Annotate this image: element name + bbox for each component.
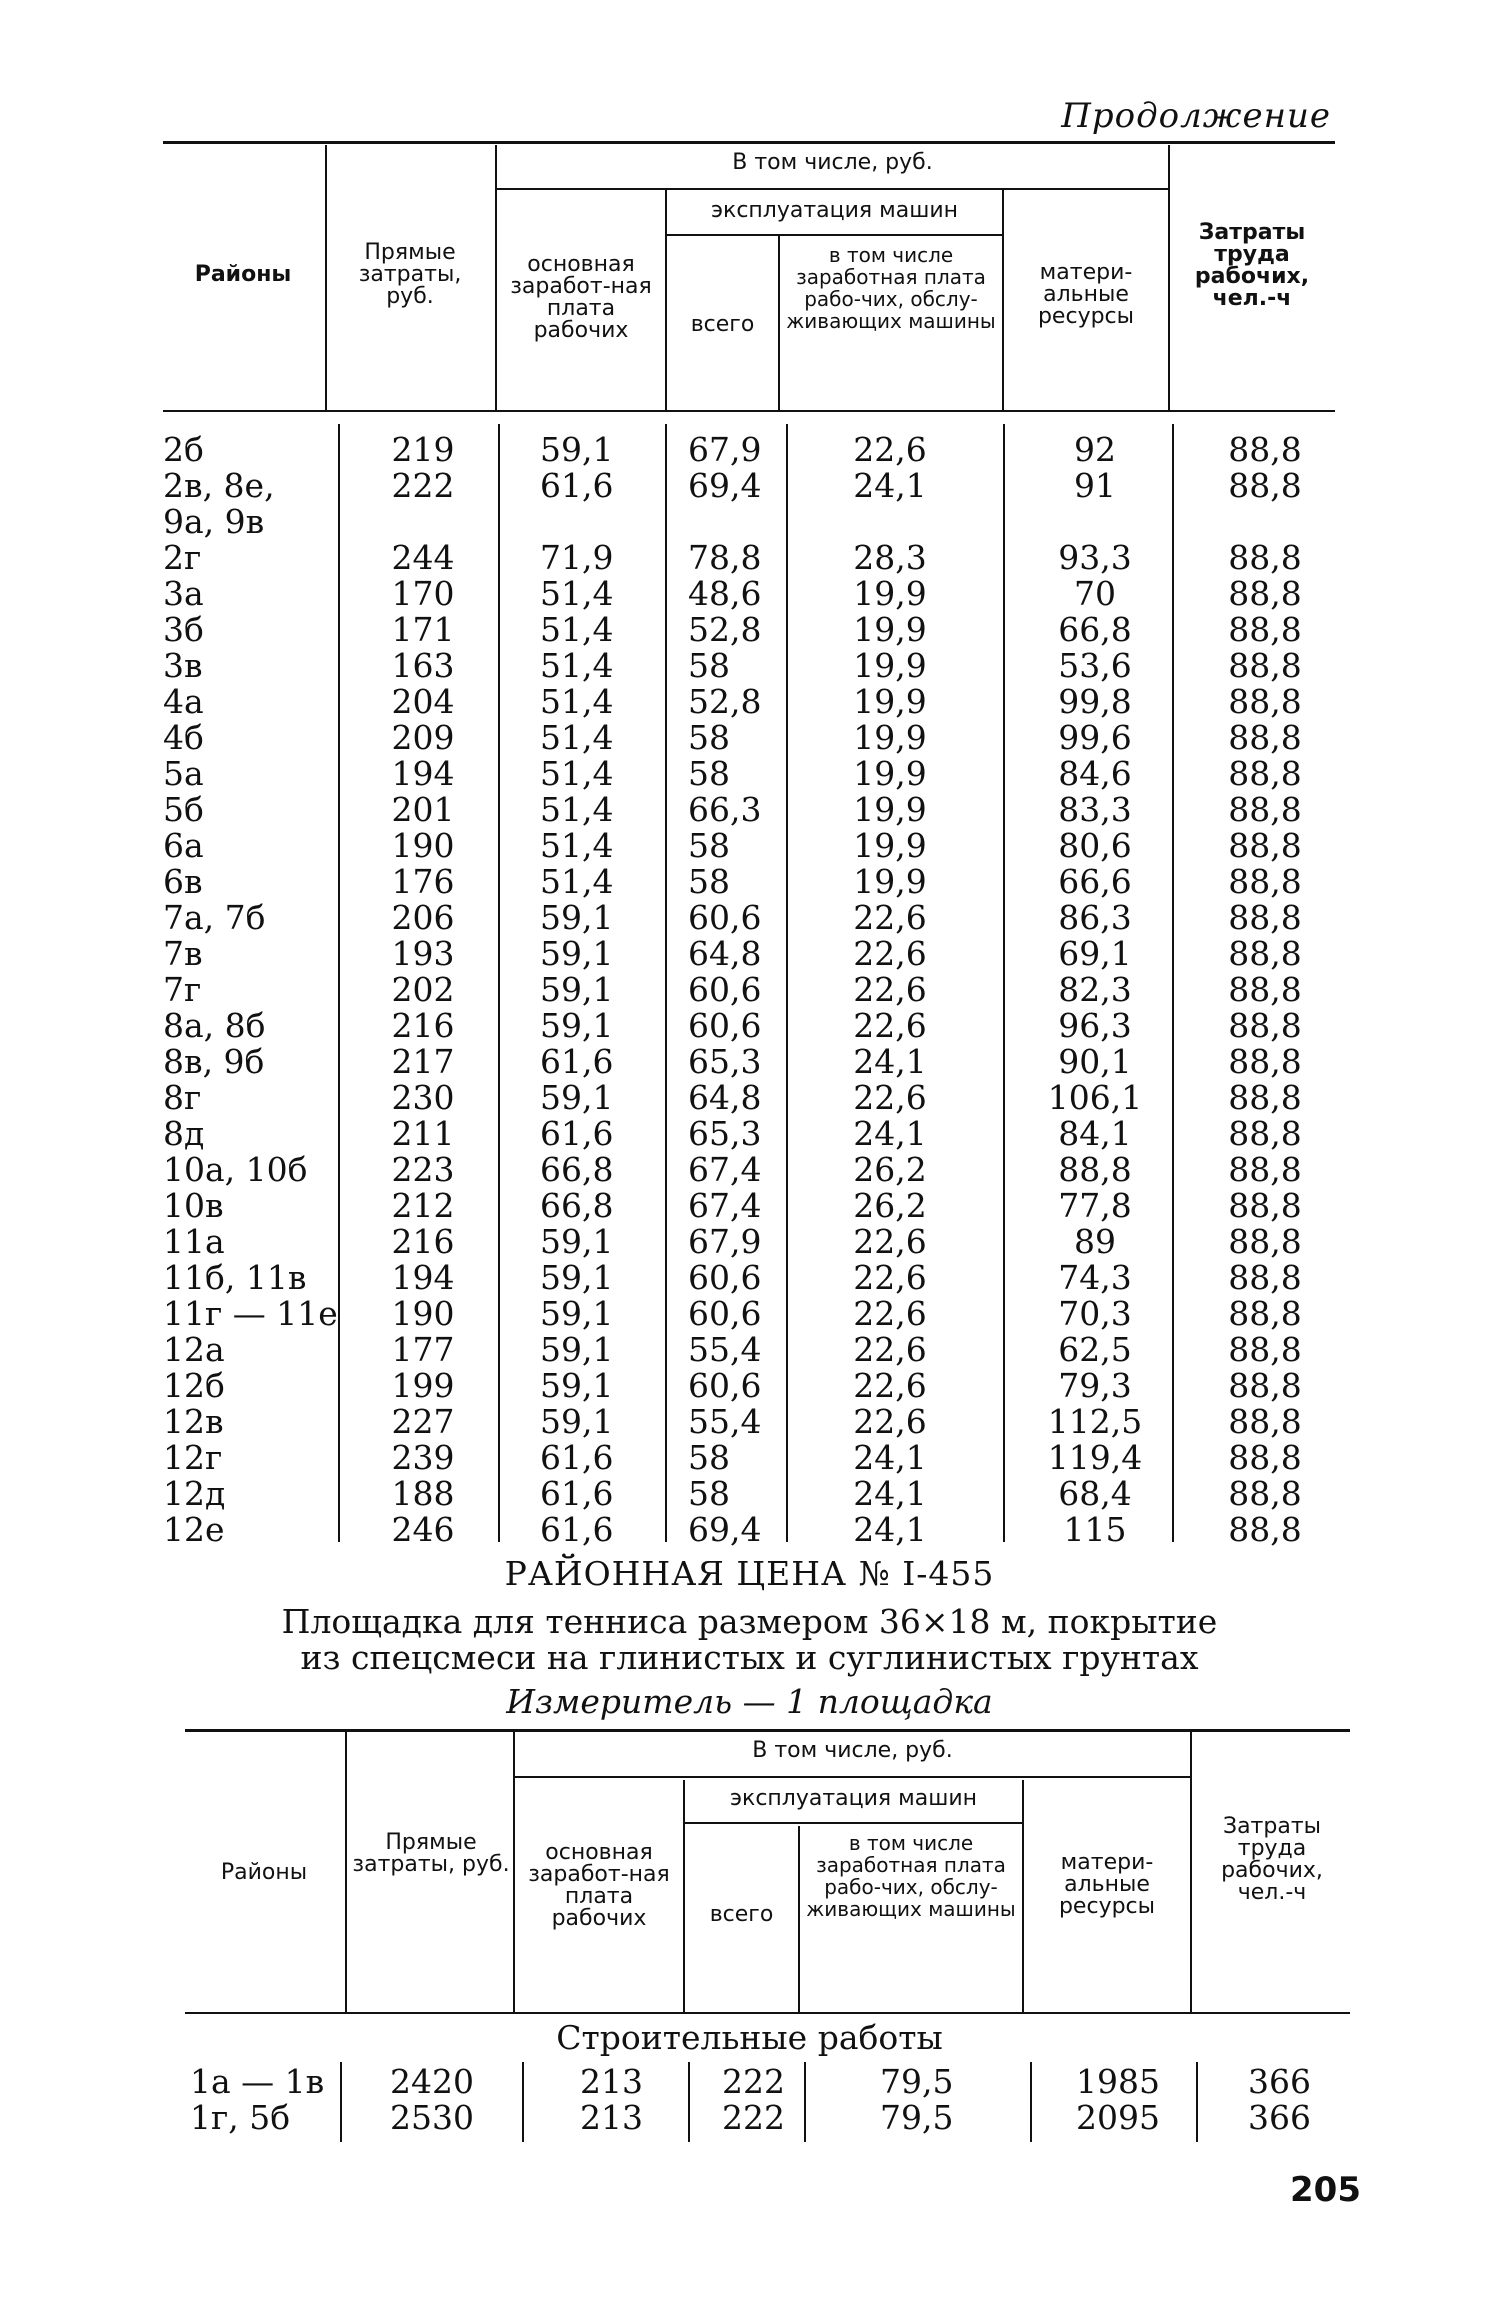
cell-vsego: 65,3 — [688, 1114, 762, 1153]
table-row — [0, 504, 1499, 540]
cell-vsego: 58 — [688, 826, 730, 865]
cell-trud: 88,8 — [1228, 1510, 1302, 1549]
cell-rayon: 12д — [163, 1474, 226, 1513]
cell-rayon: 4б — [163, 718, 204, 757]
cell-rayon: 2в, 8е, — [163, 466, 275, 505]
cell-material: 69,1 — [1058, 934, 1132, 973]
cell-trud: 88,8 — [1228, 862, 1302, 901]
cell-pryamye: 188 — [391, 1474, 455, 1513]
table-row — [0, 432, 1499, 468]
table-row — [0, 1368, 1499, 1404]
table-row — [0, 648, 1499, 684]
cell-zp: 24,1 — [853, 1474, 927, 1513]
table-row — [0, 1188, 1499, 1224]
cell-pryamye: 244 — [391, 538, 455, 577]
price-desc-line1: Площадка для тенниса размером 36×18 м, покрытие — [281, 1602, 1218, 1641]
cell-material: 80,6 — [1058, 826, 1132, 865]
cell-pryamye: 223 — [391, 1150, 455, 1189]
cell-rayon: 7г — [163, 970, 202, 1009]
table-row — [0, 1404, 1499, 1440]
cell-trud: 88,8 — [1228, 1114, 1302, 1153]
cell-pryamye: 194 — [391, 754, 455, 793]
cell-rayon: 6в — [163, 862, 203, 901]
cell-zp: 22,6 — [853, 1330, 927, 1369]
cell-pryamye: 206 — [391, 898, 455, 937]
hdr-v-tom-chisle: В том числе, руб. — [732, 150, 933, 175]
cell-material: 92 — [1074, 430, 1116, 469]
cell-rayon: 8а, 8б — [163, 1006, 266, 1045]
cell-rayon: 5а — [163, 754, 204, 793]
cell-vsego: 69,4 — [688, 1510, 762, 1549]
cell-pryamye: 230 — [391, 1078, 455, 1117]
cell-pryamye: 211 — [391, 1114, 455, 1153]
cell-pryamye: 227 — [391, 1402, 455, 1441]
hdr2-osnovnaya: основная заработ-ная плата рабочих — [528, 1840, 670, 1931]
cell-material: 96,3 — [1058, 1006, 1132, 1045]
cell-vsego: 69,4 — [688, 466, 762, 505]
table-row — [0, 468, 1499, 504]
cell-pryamye: 2420 — [390, 2062, 474, 2101]
cell-zp: 22,6 — [853, 1006, 927, 1045]
continuation-label: Продолжение — [1061, 96, 1331, 136]
cell-material: 91 — [1074, 466, 1116, 505]
cell-rayon: 3б — [163, 610, 204, 649]
cell-osnovnaya: 51,4 — [540, 682, 614, 721]
cell-trud: 88,8 — [1228, 934, 1302, 973]
cell-trud: 366 — [1248, 2062, 1311, 2101]
cell-rayon: 12в — [163, 1402, 224, 1441]
cell-zp: 22,6 — [853, 1294, 927, 1333]
cell-zp: 24,1 — [853, 466, 927, 505]
table-row — [0, 540, 1499, 576]
cell-rayon: 12б — [163, 1366, 225, 1405]
hdr-osnovnaya: основная заработ-ная плата рабочих — [510, 252, 652, 343]
hdr2-pryamye: Прямые затраты, руб. — [352, 1830, 510, 1877]
table-row — [0, 1476, 1499, 1512]
cell-osnovnaya: 51,4 — [540, 646, 614, 685]
cell-material: 83,3 — [1058, 790, 1132, 829]
cell-zp: 19,9 — [853, 574, 927, 613]
cell-osnovnaya: 66,8 — [540, 1150, 614, 1189]
cell-osnovnaya: 61,6 — [540, 1042, 614, 1081]
cell-material: 89 — [1074, 1222, 1116, 1261]
cell-osnovnaya: 51,4 — [540, 718, 614, 757]
hdr-vsego: всего — [690, 312, 755, 337]
table-row — [0, 792, 1499, 828]
cell-pryamye: 216 — [391, 1006, 455, 1045]
cell-trud: 88,8 — [1228, 610, 1302, 649]
table-row — [0, 1152, 1499, 1188]
cell-osnovnaya: 51,4 — [540, 826, 614, 865]
cell-zp: 22,6 — [853, 1258, 927, 1297]
cell-pryamye: 222 — [391, 466, 455, 505]
cell-material: 70 — [1074, 574, 1116, 613]
cell-pryamye: 239 — [391, 1438, 455, 1477]
hdr-pryamye: Прямые затраты, руб. — [358, 240, 462, 309]
cell-rayon: 11г — 11е — [163, 1294, 338, 1333]
cell-vsego: 58 — [688, 718, 730, 757]
cell-pryamye: 202 — [391, 970, 455, 1009]
price-title: РАЙОННАЯ ЦЕНА № I-455 — [504, 1554, 995, 1593]
measure-unit: Измеритель — 1 площадка — [506, 1682, 993, 1721]
cell-pryamye: 177 — [391, 1330, 455, 1369]
table-row — [0, 936, 1499, 972]
cell-vsego: 222 — [722, 2098, 785, 2137]
cell-material: 66,8 — [1058, 610, 1132, 649]
cell-material: 90,1 — [1058, 1042, 1132, 1081]
cell-rayon: 8в, 9б — [163, 1042, 265, 1081]
cell-osnovnaya: 213 — [580, 2062, 643, 2101]
cell-material: 99,8 — [1058, 682, 1132, 721]
cell-pryamye: 176 — [391, 862, 455, 901]
cell-osnovnaya: 66,8 — [540, 1186, 614, 1225]
cell-trud: 88,8 — [1228, 1078, 1302, 1117]
cell-osnovnaya: 61,6 — [540, 466, 614, 505]
cell-zp: 79,5 — [880, 2062, 954, 2101]
cell-vsego: 58 — [688, 754, 730, 793]
cell-vsego: 64,8 — [688, 934, 762, 973]
cell-trud: 88,8 — [1228, 538, 1302, 577]
cell-vsego: 65,3 — [688, 1042, 762, 1081]
cell-zp: 24,1 — [853, 1438, 927, 1477]
cell-osnovnaya: 59,1 — [540, 1078, 614, 1117]
cell-zp: 19,9 — [853, 718, 927, 757]
cell-zp: 22,6 — [853, 970, 927, 1009]
cell-rayon: 11а — [163, 1222, 225, 1261]
cell-material: 62,5 — [1058, 1330, 1132, 1369]
cell-material: 2095 — [1076, 2098, 1160, 2137]
cell-pryamye: 219 — [391, 430, 455, 469]
table-row — [0, 720, 1499, 756]
cell-rayon: 12е — [163, 1510, 225, 1549]
cell-rayon: 1г, 5б — [190, 2098, 291, 2137]
cell-vsego: 58 — [688, 1438, 730, 1477]
cell-trud: 88,8 — [1228, 1366, 1302, 1405]
cell-vsego: 55,4 — [688, 1402, 762, 1441]
cell-zp: 19,9 — [853, 646, 927, 685]
page-number: 205 — [1290, 2170, 1361, 2210]
table-row — [0, 1260, 1499, 1296]
cell-rayon: 12г — [163, 1438, 223, 1477]
cell-trud: 88,8 — [1228, 1258, 1302, 1297]
cell-rayon: 6а — [163, 826, 204, 865]
cell-trud: 88,8 — [1228, 754, 1302, 793]
cell-osnovnaya: 59,1 — [540, 898, 614, 937]
cell-pryamye: 204 — [391, 682, 455, 721]
cell-rayon: 12а — [163, 1330, 225, 1369]
table-row — [0, 756, 1499, 792]
cell-vsego: 66,3 — [688, 790, 762, 829]
cell-pryamye: 212 — [391, 1186, 455, 1225]
cell-material: 115 — [1063, 1510, 1127, 1549]
cell-rayon: 3а — [163, 574, 204, 613]
cell-zp: 24,1 — [853, 1114, 927, 1153]
cell-rayon: 8д — [163, 1114, 205, 1153]
cell-pryamye: 163 — [391, 646, 455, 685]
cell-trud: 88,8 — [1228, 682, 1302, 721]
cell-vsego: 60,6 — [688, 1366, 762, 1405]
cell-osnovnaya: 59,1 — [540, 1330, 614, 1369]
table-row — [0, 1116, 1499, 1152]
cell-osnovnaya: 51,4 — [540, 610, 614, 649]
hdr2-ekspluatatsiya: эксплуатация машин — [729, 1786, 978, 1811]
cell-pryamye: 216 — [391, 1222, 455, 1261]
hdr2-zatraty-truda: Затраты труда рабочих, чел.-ч — [1221, 1814, 1323, 1905]
cell-material: 70,3 — [1058, 1294, 1132, 1333]
cell-zp: 24,1 — [853, 1042, 927, 1081]
cell-osnovnaya: 51,4 — [540, 574, 614, 613]
table-row — [0, 2064, 1499, 2100]
cell-material: 84,1 — [1058, 1114, 1132, 1153]
cell-trud: 88,8 — [1228, 898, 1302, 937]
cell-material: 1985 — [1076, 2062, 1160, 2101]
hdr2-materialnye: матери-альные ресурсы — [1058, 1850, 1156, 1919]
table-row — [0, 1332, 1499, 1368]
cell-vsego: 52,8 — [688, 610, 762, 649]
cell-vsego: 58 — [688, 1474, 730, 1513]
cell-material: 112,5 — [1047, 1402, 1143, 1441]
cell-pryamye: 199 — [391, 1366, 455, 1405]
cell-trud: 88,8 — [1228, 970, 1302, 1009]
cell-zp: 79,5 — [880, 2098, 954, 2137]
cell-osnovnaya: 59,1 — [540, 1258, 614, 1297]
cell-osnovnaya: 213 — [580, 2098, 643, 2137]
cell-osnovnaya: 59,1 — [540, 1222, 614, 1261]
cell-trud: 88,8 — [1228, 1150, 1302, 1189]
table-row — [0, 1008, 1499, 1044]
cell-material: 77,8 — [1058, 1186, 1132, 1225]
cell-rayon: 11б, 11в — [163, 1258, 307, 1297]
table-row — [0, 828, 1499, 864]
cell-pryamye: 190 — [391, 826, 455, 865]
cell-trud: 88,8 — [1228, 1402, 1302, 1441]
cell-zp: 28,3 — [853, 538, 927, 577]
price-desc-line2: из спецсмеси на глинистых и суглинистых грунтах — [300, 1638, 1199, 1677]
hdr-v-tom-chisle-zp: в том числе заработная плата рабо-чих, обслу-живающих машины — [786, 243, 996, 333]
cell-zp: 19,9 — [853, 862, 927, 901]
cell-pryamye: 193 — [391, 934, 455, 973]
cell-rayon: 9а, 9в — [163, 502, 265, 541]
cell-zp: 22,6 — [853, 1222, 927, 1261]
cell-material: 99,6 — [1058, 718, 1132, 757]
table-row — [0, 2100, 1499, 2136]
table-row — [0, 972, 1499, 1008]
table-row — [0, 1512, 1499, 1548]
cell-osnovnaya: 71,9 — [540, 538, 614, 577]
cell-material: 53,6 — [1058, 646, 1132, 685]
cell-vsego: 67,9 — [688, 430, 762, 469]
cell-pryamye: 190 — [391, 1294, 455, 1333]
cell-zp: 22,6 — [853, 898, 927, 937]
cell-zp: 22,6 — [853, 1402, 927, 1441]
cell-trud: 88,8 — [1228, 466, 1302, 505]
cell-trud: 88,8 — [1228, 1222, 1302, 1261]
table-row — [0, 576, 1499, 612]
cell-pryamye: 217 — [391, 1042, 455, 1081]
cell-pryamye: 171 — [391, 610, 455, 649]
cell-osnovnaya: 59,1 — [540, 1366, 614, 1405]
cell-trud: 88,8 — [1228, 1006, 1302, 1045]
cell-trud: 88,8 — [1228, 1186, 1302, 1225]
table-row — [0, 900, 1499, 936]
cell-osnovnaya: 59,1 — [540, 970, 614, 1009]
cell-vsego: 60,6 — [688, 970, 762, 1009]
hdr2-vsego: всего — [709, 1902, 774, 1927]
hdr2-rayony: Районы — [220, 1860, 308, 1885]
cell-material: 84,6 — [1058, 754, 1132, 793]
cell-trud: 88,8 — [1228, 826, 1302, 865]
table-row — [0, 1080, 1499, 1116]
cell-osnovnaya: 61,6 — [540, 1474, 614, 1513]
table-row — [0, 684, 1499, 720]
cell-zp: 22,6 — [853, 934, 927, 973]
cell-material: 74,3 — [1058, 1258, 1132, 1297]
cell-vsego: 48,6 — [688, 574, 762, 613]
cell-material: 68,4 — [1058, 1474, 1132, 1513]
cell-osnovnaya: 59,1 — [540, 1402, 614, 1441]
cell-zp: 19,9 — [853, 754, 927, 793]
cell-rayon: 3в — [163, 646, 203, 685]
cell-osnovnaya: 59,1 — [540, 934, 614, 973]
cell-vsego: 60,6 — [688, 1294, 762, 1333]
cell-zp: 26,2 — [853, 1186, 927, 1225]
hdr-materialnye: матери-альные ресурсы — [1037, 260, 1135, 329]
table-row — [0, 1440, 1499, 1476]
cell-rayon: 8г — [163, 1078, 202, 1117]
cell-trud: 88,8 — [1228, 574, 1302, 613]
cell-trud: 88,8 — [1228, 1438, 1302, 1477]
cell-pryamye: 194 — [391, 1258, 455, 1297]
cell-material: 79,3 — [1058, 1366, 1132, 1405]
cell-vsego: 60,6 — [688, 898, 762, 937]
cell-osnovnaya: 61,6 — [540, 1438, 614, 1477]
cell-rayon: 1а — 1в — [190, 2062, 325, 2101]
cell-material: 106,1 — [1047, 1078, 1143, 1117]
cell-vsego: 222 — [722, 2062, 785, 2101]
table-row — [0, 612, 1499, 648]
hdr-ekspluatatsiya: эксплуатация машин — [710, 198, 959, 223]
cell-vsego: 58 — [688, 862, 730, 901]
cell-pryamye: 2530 — [390, 2098, 474, 2137]
cell-vsego: 67,4 — [688, 1186, 762, 1225]
cell-material: 82,3 — [1058, 970, 1132, 1009]
cell-trud: 88,8 — [1228, 1042, 1302, 1081]
cell-vsego: 67,9 — [688, 1222, 762, 1261]
cell-rayon: 7в — [163, 934, 203, 973]
cell-pryamye: 201 — [391, 790, 455, 829]
cell-vsego: 67,4 — [688, 1150, 762, 1189]
cell-osnovnaya: 59,1 — [540, 1006, 614, 1045]
cell-trud: 366 — [1248, 2098, 1311, 2137]
cell-rayon: 2б — [163, 430, 204, 469]
cell-rayon: 4а — [163, 682, 204, 721]
cell-zp: 22,6 — [853, 1366, 927, 1405]
cell-rayon: 10а, 10б — [163, 1150, 308, 1189]
cell-vsego: 55,4 — [688, 1330, 762, 1369]
cell-zp: 26,2 — [853, 1150, 927, 1189]
cell-osnovnaya: 61,6 — [540, 1510, 614, 1549]
hdr-zatraty-truda: Затраты труда рабочих, чел.-ч — [1194, 220, 1310, 311]
table-row — [0, 1044, 1499, 1080]
cell-vsego: 52,8 — [688, 682, 762, 721]
table-row — [0, 864, 1499, 900]
cell-material: 88,8 — [1058, 1150, 1132, 1189]
cell-trud: 88,8 — [1228, 646, 1302, 685]
cell-osnovnaya: 51,4 — [540, 862, 614, 901]
cell-rayon: 7а, 7б — [163, 898, 266, 937]
cell-osnovnaya: 59,1 — [540, 430, 614, 469]
cell-zp: 22,6 — [853, 1078, 927, 1117]
table-row — [0, 1224, 1499, 1260]
cell-trud: 88,8 — [1228, 1294, 1302, 1333]
cell-material: 93,3 — [1058, 538, 1132, 577]
cell-zp: 19,9 — [853, 826, 927, 865]
cell-pryamye: 209 — [391, 718, 455, 757]
cell-rayon: 10в — [163, 1186, 224, 1225]
cell-osnovnaya: 59,1 — [540, 1294, 614, 1333]
cell-trud: 88,8 — [1228, 790, 1302, 829]
cell-trud: 88,8 — [1228, 1474, 1302, 1513]
cell-trud: 88,8 — [1228, 1330, 1302, 1369]
cell-zp: 24,1 — [853, 1510, 927, 1549]
cell-vsego: 78,8 — [688, 538, 762, 577]
cell-zp: 19,9 — [853, 610, 927, 649]
cell-vsego: 64,8 — [688, 1078, 762, 1117]
cell-zp: 19,9 — [853, 682, 927, 721]
cell-material: 86,3 — [1058, 898, 1132, 937]
cell-osnovnaya: 51,4 — [540, 790, 614, 829]
cell-vsego: 60,6 — [688, 1006, 762, 1045]
cell-pryamye: 170 — [391, 574, 455, 613]
cell-rayon: 5б — [163, 790, 204, 829]
table2-subheading: Строительные работы — [556, 2018, 943, 2057]
cell-rayon: 2г — [163, 538, 202, 577]
cell-trud: 88,8 — [1228, 718, 1302, 757]
cell-material: 66,6 — [1058, 862, 1132, 901]
hdr2-v-tom-chisle-zp: в том числе заработная плата рабо-чих, обслу-живающих машины — [806, 1831, 1016, 1921]
cell-material: 119,4 — [1047, 1438, 1143, 1477]
table-row — [0, 1296, 1499, 1332]
hdr-rayony: Районы — [194, 262, 292, 287]
cell-zp: 19,9 — [853, 790, 927, 829]
cell-vsego: 58 — [688, 646, 730, 685]
cell-pryamye: 246 — [391, 1510, 455, 1549]
cell-zp: 22,6 — [853, 430, 927, 469]
cell-trud: 88,8 — [1228, 430, 1302, 469]
hdr2-v-tom-chisle: В том числе, руб. — [752, 1738, 953, 1763]
cell-vsego: 60,6 — [688, 1258, 762, 1297]
cell-osnovnaya: 61,6 — [540, 1114, 614, 1153]
cell-osnovnaya: 51,4 — [540, 754, 614, 793]
